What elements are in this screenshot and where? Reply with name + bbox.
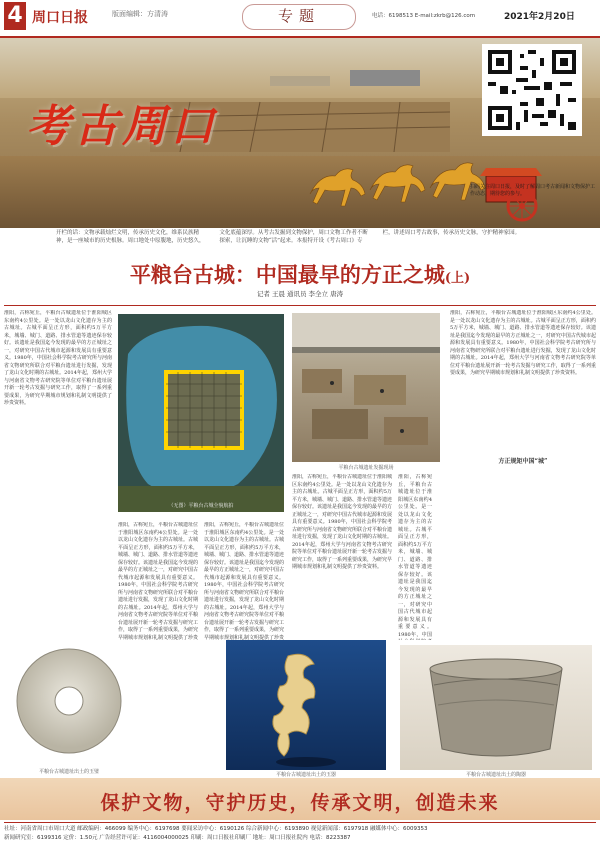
pottery-photo — [400, 645, 592, 770]
article-column-1: 淮阳，古称宛丘，平粮台古城遗址位于淮阳城区东南约4公里处。是一处以龙山文化遗存为主的古城址。古城平面呈正方形，面积约5万平方米，城墙、城门、道路、排水管道等遗迹保存较好。该遗址是我国迄今发现的最早的方正城址之一，对研究中国古代城市起源和发展具有重要意义。1980年，中国社会科学院考古研究所与河南省文物研究所联合对平粮台遗址进行发掘，发现了龙山文化时期的古城址。2014年起，郑州大学与河南省文物考古研究院等单位对平粮台遗址展开新一轮考古发掘与研究工作，取得了一系列重要成果，为研究早期城市规划和礼制文明提供了珍贵资料。 — [4, 310, 112, 406]
column-banner — [0, 38, 600, 228]
article-column-5: 淮阳，古称宛丘，平粮台古城遗址位于淮阳城区东南约4公里处。是一处以龙山文化遗存为主的古城址。古城平面呈正方形，面积约5万平方米，城墙、城门、道路、排水管道等遗迹保存较好。该遗址是我国迄今发现的最早的方正城址之一，对研究中国古代城市起源和发展具有重要意义。1980年，中国 — [398, 474, 432, 638]
headline-text: 平粮台古城：中国最早的方正之城 — [129, 262, 445, 287]
jade-bi-caption: 平粮台古城遗址出土的玉璧 — [38, 769, 99, 775]
column-intro: 开栏的话：文物承载灿烂文明，传承历史文化，维系民族精神，是一座城市的历史根脉。周口地处中原腹地，历史悠久，文化底蕴深厚。从考古发掘到文物保护，周口文物工作者不断探索，让沉睡的文物“活”起来。本报特开设《考古周口》专栏，讲述周口考古故事，传承历史文脉，守护精神家园。 — [56, 230, 521, 244]
page-footer — [4, 825, 596, 843]
jade-bi-photo — [4, 645, 134, 765]
article-column-2: 淮阳，古称宛丘，平粮台古城遗址位于淮阳城区东南约4公里处。是一处以龙山文化遗存为主的古城址。古城平面呈正方形，面积约5万平方米，城墙、城门、道路、排水管道等遗迹保存较好。该遗址是我国迄今发现的最早的方正城址之一，对研究中国古代城市起源和发展具有重要意义。1980年，中国社会科学院考古研究所与河南省文物研究所联合对平粮台遗址进行发掘，发现了龙山文化时期的古城址。2014年起，郑州大学与河南省文物考古研究院等单位对平粮台遗址展开新一轮考古发掘与研究工作，取得了一系列重要成果，为研究早期城市规划和礼制文明提供了珍贵 — [118, 522, 198, 640]
page-header — [0, 0, 600, 38]
article-column-3: 淮阳，古称宛丘，平粮台古城遗址位于淮阳城区东南约4公里处。是一处以龙山文化遗存为主的古城址。古城平面呈正方形，面积约5万平方米，城墙、城门、道路、排水管道等遗迹保存较好。该遗址是我国迄今发现的最早的方正城址之一，对研究中国古代城市起源和发展具有重要意义。1980年，中国社会科学院考古研究所与河南省文物研究所联合对平粮台遗址进行发掘，发现了龙山文化时期的古城址。2014年起，郑州大学与河南省文物考古研究院等单位对平粮台遗址展开新一轮考古发掘与研究工作，取得了一系列重要成果，为研究早期城市规划和礼制文明提供了珍贵 — [204, 522, 284, 640]
issue-date: 2021年2月20日 — [504, 12, 575, 22]
excavation-photo — [292, 313, 440, 462]
footer-divider — [4, 822, 596, 823]
qr-caption: 扫码关注周口日报，及时了解周口考古新闻和文物保护工作动态，期待您的参与。 — [470, 184, 596, 197]
article-column-4: 淮阳，古称宛丘，平粮台古城遗址位于淮阳城区东南约4公里处。是一处以龙山文化遗存为主的古城址。古城平面呈正方形，面积约5万平方米，城墙、城门、道路、排水管道等遗迹保存较好。该遗址是我国迄今发现的最早的方正城址之一，对研究中国古代城市起源和发展具有重要意义。1980年，中国社会科学院考古研究所与河南省文物研究所联合对平粮台遗址进行发掘，发现了龙山文化时期的古城址。2014年起，郑州大学与河南省文物考古研究院等单位对平粮台遗址展开新一轮考古发掘与研究工作，取得了一系列重要成果，为研究早期城市规划和礼制文明提供了珍贵资料。 — [292, 474, 392, 570]
footer-line-2: 新闻研究室：6199316 定价：1.50元 广告经营许可证：4116004000025 印刷：周口日报社印刷厂 地址：周口日报社院内 电话：8223387 — [4, 835, 351, 841]
article-headline — [0, 259, 600, 289]
article-subhead: 方正规矩中国“城” — [498, 458, 548, 465]
headline-suffix: (上) — [444, 271, 471, 286]
jade-ornament-caption: 平粮台古城遗址出土的玉器 — [275, 772, 336, 778]
page-number: 4 — [4, 2, 26, 30]
contact-hotline: 电话：6198513 E-mail:zkrb@126.com — [372, 13, 476, 19]
slogan-text: 保护文物，守护历史，传承文明，创造未来 — [100, 792, 500, 814]
aerial-caption: （无图）平粮台古城全貌航拍 — [168, 503, 234, 509]
section-title: 专题 — [242, 4, 356, 30]
excavation-caption: 平粮台古城遗址发掘现场 — [338, 465, 394, 471]
qr-code[interactable] — [482, 44, 582, 136]
pottery-caption: 平粮台古城遗址出土的陶器 — [465, 772, 526, 778]
aerial-photo — [118, 314, 284, 512]
article-byline: 记者 王晨 通讯员 李全立 唐涛 — [256, 290, 344, 298]
jade-ornament-photo — [226, 640, 386, 770]
column-title: 考古周口 — [26, 101, 218, 152]
headline-divider — [4, 305, 596, 306]
editor-credit: 版面编辑：方清涛 — [112, 10, 168, 18]
footer-line-1: 社址：河南省周口市周口大道 邮政编码：466099 编务中心：6197698 要闻采访中心：6190126 综合新闻中心：6193890 视觉新闻部：6197918 融媒体中心：6009353 — [4, 826, 428, 832]
article-column-6: 淮阳，古称宛丘，平粮台古城遗址位于淮阳城区东南约4公里处。是一处以龙山文化遗存为主的古城址。古城平面呈正方形，面积约5万平方米，城墙、城门、道路、排水管道等遗迹保存较好。该遗址是我国迄今发现的最早的方正城址之一，对研究中国古代城市起源和发展具有重要意义。1980年，中国社会科学院考古研究所与河南省文物研究所联合对平粮台遗址进行发掘，发现了龙山文化时期的古城址。2014年起，郑州大学与河南省文物考古研究院等单位对平粮台遗址展开新一轮考古发掘与研究工作，取得了一系列重要成果，为研究早期城市规划和礼制文明提供了珍贵资料。 — [450, 310, 596, 376]
newspaper-name: 周口日报 — [32, 10, 88, 26]
